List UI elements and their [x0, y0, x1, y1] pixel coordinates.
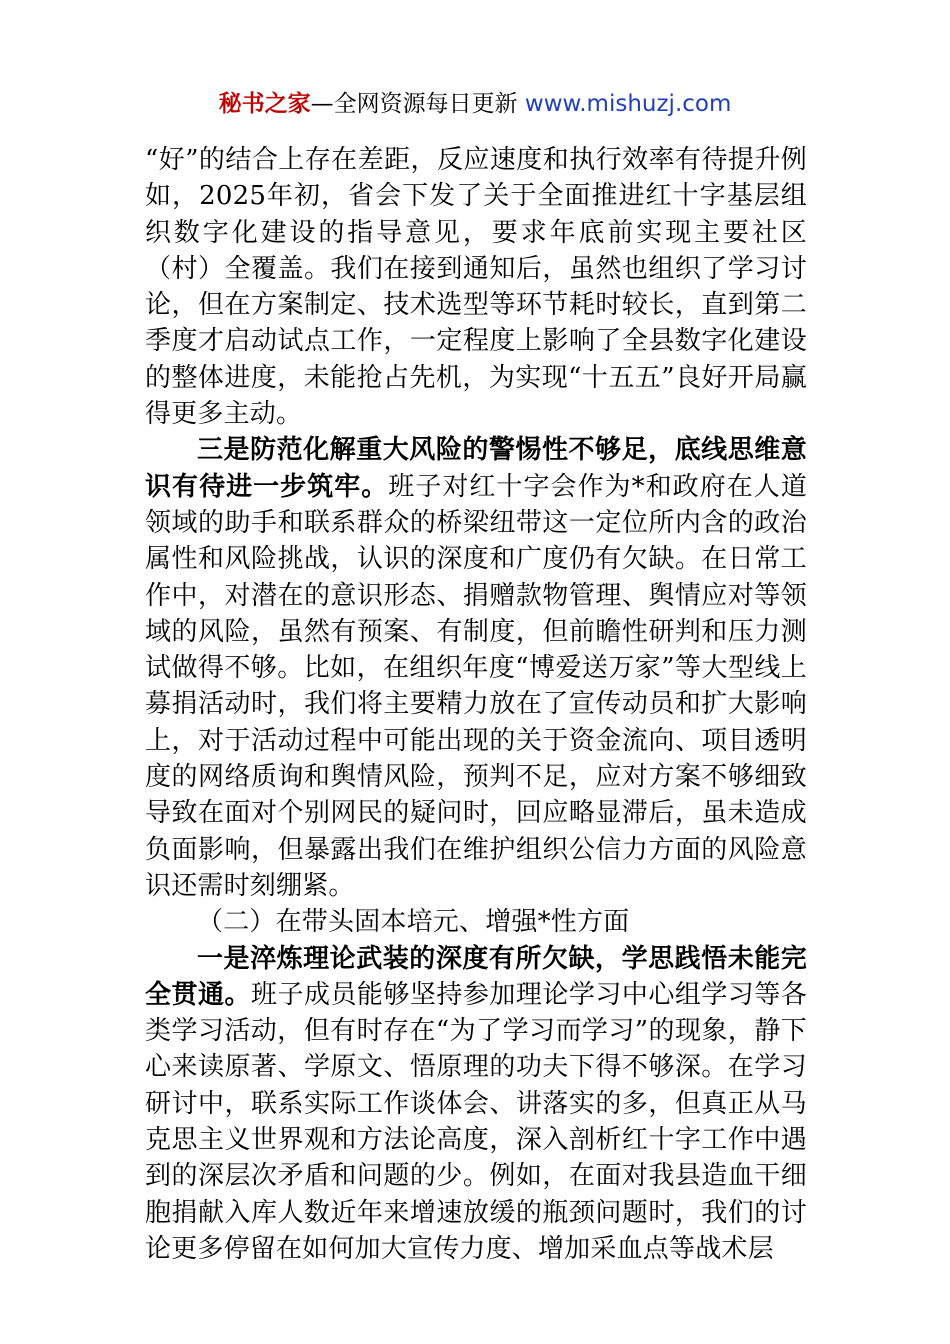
paragraph-continuation: “好”的结合上存在差距，反应速度和执行效率有待提升例如，2025年初，省会下发了关于全面推进红十字基层组织数字化建设的指导意见，要求年底前实现主要社区（村）全覆盖。我们在接到通知后，虽然也组织了学习讨论，但在方案制定、技术选型等环节耗时较长，直到第二季度才启动试点工作，一定程度上影响了全县数字化建设的整体进度，未能抢占先机，为实现“十五五”良好开局赢得更多主动。 — [145, 145, 807, 430]
paragraph-theory-heading: 一是淬炼理论武装的深度有所欠缺，学思践悟未能完全贯通。 — [145, 943, 807, 1010]
section-heading: （二）在带头固本培元、增强*性方面 — [197, 907, 630, 938]
paragraph-risk — [145, 432, 807, 904]
paragraph-risk-heading: 三是防范化解重大风险的警惕性不够足，底线思维意识有待进一步筑牢。 — [145, 435, 807, 502]
site-tagline: —全网资源每日更新 — [310, 91, 525, 117]
paragraph-theory — [145, 941, 807, 1268]
site-brand: 秘书之家 — [218, 91, 311, 117]
site-url-link[interactable]: www.mishuzj.com — [524, 91, 732, 117]
paragraph-theory-text: 班子成员能够坚持参加理论学习中心组学习等各类学习活动，但有时存在“为了学习而学习”的现象，静下心来读原著、学原文、悟原理的功夫下得不够深。在学习研讨中，联系实际工作谈体会、讲落实的多，但真正从马克思主义世界观和方法论高度，深入剖析红十字工作中遇到的深层次矛盾和问题的少。例如，在面对我县造血干细胞捐献入库人数近年来增速放缓的瓶颈问题时，我们的讨论更多停留在如何加大宣传力度、增加采血点等战术层 — [145, 979, 807, 1264]
site-header — [0, 88, 950, 120]
paragraph-risk-text: 班子对红十字会作为*和政府在人道领域的助手和联系群众的桥梁纽带这一定位所内含的政治属性和风险挑战，认识的深度和广度仍有欠缺。在日常工作中，对潜在的意识形态、捐赠款物管理、舆情应对等领域的风险，虽然有预案、有制度，但前瞻性研判和压力测试做得不够。比如，在组织年度“博爱送万家”等大型线上募捐活动时，我们将主要精力放在了宣传动员和扩大影响上，对于活动过程中可能出现的关于资金流向、项目透明度的网络质询和舆情风险，预判不足，应对方案不够细致导致在面对个别网民的疑问时，回应略显滞后，虽未造成负面影响，但暴露出我们在维护组织公信力方面的风险意识还需时刻绷紧。 — [145, 471, 807, 901]
document-body — [145, 142, 807, 1267]
